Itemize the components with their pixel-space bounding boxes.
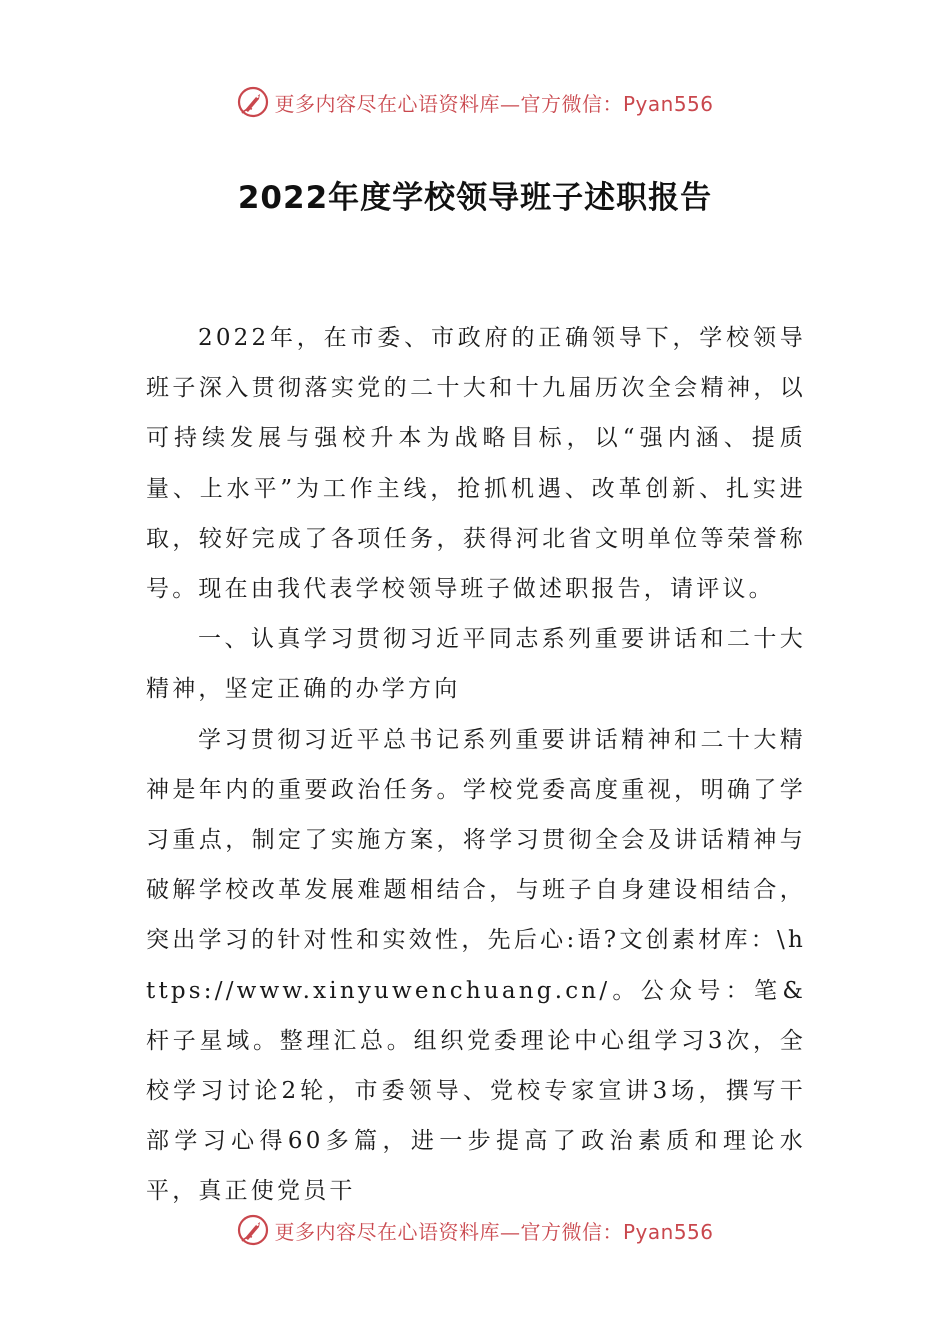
header-watermark-banner: [0, 82, 950, 122]
document-title: 2022年度学校领导班子述职报告: [237, 180, 713, 216]
paragraph-study: 学习贯彻习近平总书记系列重要讲话精神和二十大精神是年内的重要政治任务。学校党委高度重视，明确了学习重点，制定了实施方案，将学习贯彻全会及讲话精神与破解学校改革发展难题相结合，与班子自身建设相结合，突出学习的针对性和实效性，先后心:语?文创素材库：\https://www.xinyuwenchuang.cn/。公众号：笔&杆子星域。整理汇总。组织党委理论中心组学习3次，全校学习讨论2轮，市委领导、党校专家宣讲3场，撰写干部学习心得60多篇，进一步提高了政治素质和理论水平，真正使党员干: [146, 726, 806, 1205]
pen-nib-logo-icon: [236, 85, 270, 119]
banner-text: [274, 88, 713, 117]
section-heading-1: 一、认真学习贯彻习近平同志系列重要讲话和二十大精神，坚定正确的办学方向: [146, 626, 806, 703]
paragraph-intro: 2022年，在市委、市政府的正确领导下，学校领导班子深入贯彻落实党的二十大和十九届历次全会精神，以可持续发展与强校升本为战略目标，以“强内涵、提质量、上水平”为工作主线，抢抓机遇、改革创新、扎实进取，较好完成了各项任务，获得河北省文明单位等荣誉称号。现在由我代表学校领导班子做述职报告，请评议。: [146, 325, 806, 603]
banner-label: 更多内容尽在心语资料库—官方微信：: [274, 1219, 623, 1244]
banner-wechat-handle: Pyan556: [622, 91, 714, 116]
footer-watermark-banner: [0, 1210, 950, 1250]
banner-text: [274, 1216, 713, 1245]
document-body: [146, 313, 806, 1217]
pen-nib-logo-icon: [236, 1213, 270, 1247]
banner-label: 更多内容尽在心语资料库—官方微信：: [274, 91, 623, 116]
banner-wechat-handle: Pyan556: [622, 1219, 714, 1244]
